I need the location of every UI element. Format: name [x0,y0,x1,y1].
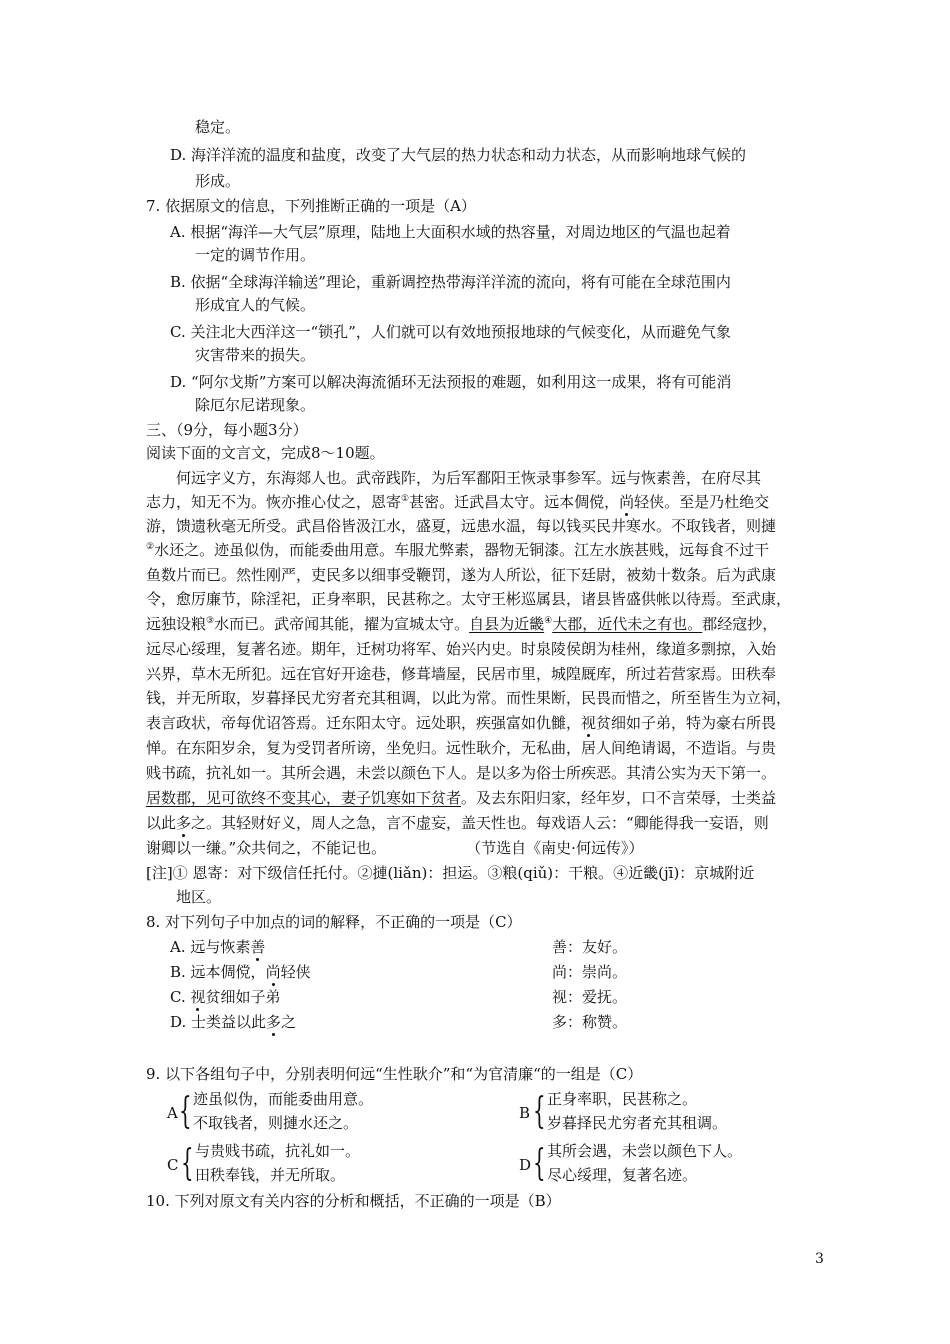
brace-icon: { [533,1143,546,1184]
q7-option-a: A. 根据“海洋—大气层”原理，陆地上大面积水域的热容量，对周边地区的气温也起着 [170,223,731,241]
q9-option-b-line2: 岁暮择民尤穷者充其租调。 [547,1114,728,1132]
footnote-marker: ③ [206,616,215,626]
question-7: 7. 依据原文的信息，下列推断正确的一项是（A） [146,197,476,215]
q9-option-a-letter: A [167,1104,178,1122]
footnote-marker: ② [146,542,155,552]
question-8: 8. 对下列句子中加点的词的解释，不正确的一项是（C） [146,913,522,931]
q9-option-c-line2: 田秩奉钱，并无所取。 [195,1166,346,1184]
q9-option-d-line2: 尽心绥理，复著名迹。 [547,1166,698,1184]
q7-option-c: C. 关注北大西洋这一“锁孔”，人们就可以有效地预报地球的气候变化，从而避免气象 [170,323,731,341]
passage-line: 以此多之。其轻财好义，周人之急，言不虚妄，盖天性也。每戏语人云：“卿能得我一妄语，则 [146,814,769,832]
source-citation: （节选自《南史·何远传》） [466,839,644,857]
text-line: 形成。 [195,172,241,190]
option-d-line: D. 海洋洋流的温度和盐度，改变了大气层的热力状态和动力状态，从而影响地球气候的 [170,146,747,164]
passage-line: 居数郡，见可欲终不变其心，妻子饥寒如下贫者。及去东阳归家，经年岁，口不言荣辱，士类益 [146,789,777,807]
page-number: 3 [815,1251,824,1267]
q7-option-b: B. 依据“全球海洋输送”理论，重新调控热带海洋洋流的流向，将有可能在全球范围内 [170,273,731,291]
passage-line: ②水还之。迹虽似伪，而能委曲用意。车服尤弊素，器物无铜漆。江左水族甚贱，远每食不过干 [146,541,770,559]
q9-option-d-letter: D [519,1156,532,1174]
brace-icon: { [181,1143,194,1184]
q9-option-b-letter: B [519,1104,531,1122]
passage-line: 远独设粮③水而已。武帝闻其能，擢为宣城太守。自县为近畿④大郡，近代未之有也。郡经寇抄， [146,615,778,633]
passage-line: 贱书疏，抗礼如一。其所会遇，未尝以颜色下人。是以多为俗士所疾恶。其清公实为天下第一。 [146,764,777,782]
q7-option-b-cont: 形成宜人的气候。 [195,296,316,314]
passage-line: 游，馈遗秋毫无所受。武昌俗皆汲江水，盛夏，远患水温，每以钱买民井寒水。不取钱者，则摙 [146,517,777,535]
footnote-marker: ④ [544,616,553,626]
passage-line: 谢卿以一缣。”众共伺之，不能记也。 （节选自《南史·何远传》） [146,839,644,857]
text-line: 稳定。 [195,118,241,136]
section-3-instruction: 阅读下面的文言文，完成8～10题。 [146,444,385,462]
passage-line: 惮。在东阳岁余，复为受罚者所谤，坐免归。远性耿介，无私曲，居人间绝请谒，不造诣。与贵 [146,739,777,757]
q8-option-c: C. 视贫细如子弟 视：爱抚。 [170,988,628,1006]
passage-line: 钱，并无所取，岁暮择民尤穷者充其租调，以此为常。而性果断，民畏而惜之，所至皆生为立祠， [146,689,792,707]
q8-option-b: B. 远本倜傥，尚轻侠 尚：崇尚。 [170,963,628,981]
q9-option-c-letter: C [167,1156,179,1174]
q8-option-d: D. 士类益以此多之 多：称赞。 [170,1013,628,1031]
q9-option-a-line1: 迹虽似伪，而能委曲用意。 [193,1090,374,1108]
footnote-cont: 地区。 [176,888,222,906]
section-3-heading: 三、（9分，每小题3分） [146,421,308,439]
footnote: [注]① 恩寄：对下级信任托付。②摙(liǎn)：担运。③粮(qiǔ)：干粮。④近畿(jī)：京城附近 [146,864,755,882]
brace-icon: { [179,1091,192,1132]
q7-option-d-cont: 除厄尔尼诺现象。 [195,396,316,414]
footnote-marker: ① [401,494,410,504]
brace-icon: { [533,1091,546,1132]
passage-line: 表言政状，帝每优诏答焉。迁东阳太守。远处职，疾强富如仇雠，视贫细如子弟，特为豪右所畏 [146,714,777,732]
q9-option-d-line1: 其所会遇，未尝以颜色下人。 [547,1142,743,1160]
q7-option-a-cont: 一定的调节作用。 [195,246,316,264]
passage-line: 何远字义方，东海郯人也。武帝践阼，为后军鄱阳王恢录事参军。远与恢素善，在府尽其 [176,469,762,487]
passage-line: 兴界，草木无所犯。远在官好开途巷，修葺墙屋，民居市里，城隍厩库，所过若营家焉。田秩奉 [146,665,777,683]
passage-line: 令，愈厉廉节，除淫祀，正身率职，民甚称之。太守王彬巡属县，诸县皆盛供帐以待焉。至武康， [146,590,792,608]
q7-option-c-cont: 灾害带来的损失。 [195,346,316,364]
q7-option-d: D. “阿尔戈斯”方案可以解决海流循环无法预报的难题，如利用这一成果，将有可能消 [170,373,732,391]
passage-line: 鱼数片而已。然性刚严，吏民多以细事受鞭罚，遂为人所讼，征下廷尉，被劾十数条。后为武康 [146,566,777,584]
q9-option-b-line1: 正身率职，民甚称之。 [547,1090,698,1108]
q9-option-a-line2: 不取钱者，则摙水还之。 [193,1114,359,1132]
passage-line: 志力，知无不为。恢亦推心仗之，恩寄①甚密。迁武昌太守。远本倜傥，尚轻侠。至是乃杜绝交 [146,493,770,511]
question-9: 9. 以下各组句子中，分别表明何远“生性耿介”和“为官清廉“的一组是（C） [146,1065,643,1083]
q9-option-c-line1: 与贵贱书疏，抗礼如一。 [195,1142,361,1160]
q8-option-a: A. 远与恢素善 善：友好。 [170,938,628,956]
passage-line: 远尽心绥理，复著名迹。期年，迁树功将军、始兴内史。时泉陵侯朗为桂州，缘道多剽掠，入始 [146,640,777,658]
question-10: 10. 下列对原文有关内容的分析和概括，不正确的一项是（B） [146,1192,561,1210]
